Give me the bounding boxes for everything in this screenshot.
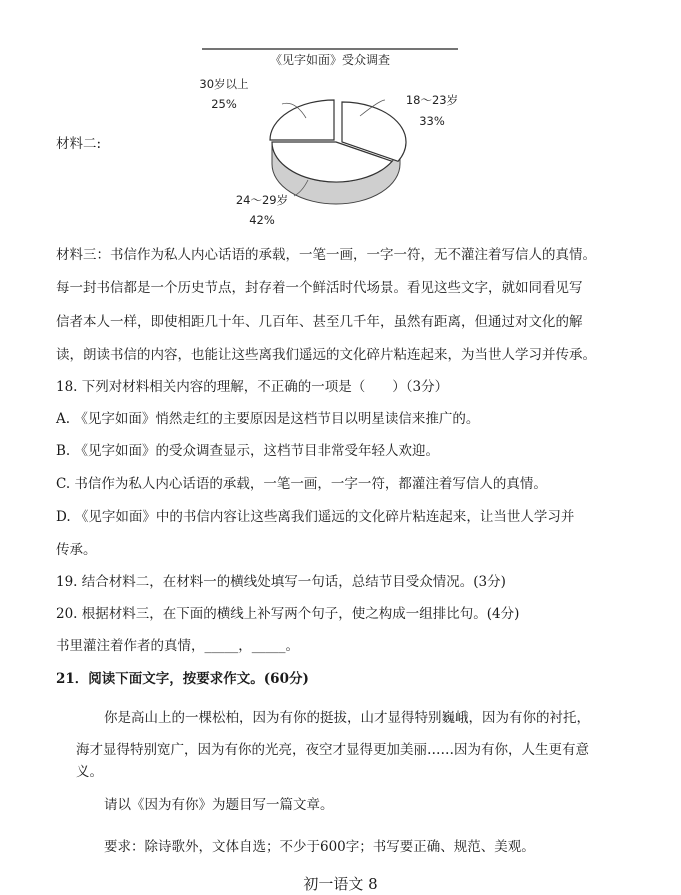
q21-stem: 21．阅读下面文字，按要求作文。(60分) bbox=[56, 671, 309, 687]
slice-label-30plus: 30岁以上 bbox=[199, 77, 249, 91]
pie-chart bbox=[190, 40, 480, 232]
page-footer: 初一语文 8 bbox=[303, 875, 378, 893]
material3-line-2: 每一封书信都是一个历史节点，封存着一个鲜活时代场景。看见这些文字，就如同看见写 bbox=[56, 280, 583, 296]
q18-option-a: A. 《见字如面》悄然走红的主要原因是这档节目以明星读信来推广的。 bbox=[56, 411, 480, 427]
chart-title: 《见字如面》受众调查 bbox=[269, 53, 391, 67]
q21-instruction: 请以《因为有你》为题目写一篇文章。 bbox=[104, 797, 334, 813]
pie-slice-30plus bbox=[270, 100, 334, 140]
slice-label-24-29: 24～29岁 bbox=[235, 193, 289, 207]
q21-requirements: 要求：除诗歌外，文体自选；不少于600字；书写要正确、规范、美观。 bbox=[104, 839, 535, 855]
q18-option-d: D. 《见字如面》中的书信内容让这些离我们遥远的文化碎片粘连起来，让当世人学习并 bbox=[56, 509, 575, 525]
slice-percent-24-29: 42% bbox=[249, 213, 275, 227]
q20-answer-line: 书里灌注着作者的真情，_____，_____。 bbox=[56, 638, 299, 654]
q18-option-c: C. 书信作为私人内心话语的承载，一笔一画，一字一符，都灌注着写信人的真情。 bbox=[56, 476, 547, 492]
q18-option-b: B. 《见字如面》的受众调查显示，这档节目非常受年轻人欢迎。 bbox=[56, 443, 440, 459]
q19-stem: 19. 结合材料二，在材料一的横线处填写一句话，总结节目受众情况。(3分) bbox=[56, 574, 506, 590]
q18-option-d-cont: 传承。 bbox=[56, 542, 97, 558]
q21-passage-line-2: 海才显得特别宽广，因为有你的光亮，夜空才显得更加美丽……因为有你，人生更有意 bbox=[76, 742, 589, 758]
slice-percent-18-23: 33% bbox=[419, 114, 445, 128]
material3-line-1: 材料三：书信作为私人内心话语的承载，一笔一画，一字一符，无不灌注着写信人的真情。 bbox=[56, 247, 596, 263]
material3-line-3: 信者本人一样，即使相距几十年、几百年、甚至几千年，虽然有距离，但通过对文化的解 bbox=[56, 314, 583, 330]
q21-passage-line-1: 你是高山上的一棵松柏，因为有你的挺拔，山才显得特别巍峨，因为有你的衬托， bbox=[104, 710, 590, 726]
q20-stem: 20. 根据材料三，在下面的横线上补写两个句子，使之构成一组排比句。(4分) bbox=[56, 606, 520, 622]
q21-passage-line-3: 义。 bbox=[76, 764, 103, 780]
material2-label: 材料二: bbox=[56, 136, 102, 152]
q18-stem: 18. 下列对材料相关内容的理解，不正确的一项是（ ）（3分） bbox=[56, 379, 449, 395]
slice-percent-30plus: 25% bbox=[211, 97, 237, 111]
material3-line-4: 读，朗读书信的内容，也能让这些离我们遥远的文化碎片粘连起来，为当世人学习并传承。 bbox=[56, 347, 596, 363]
slice-label-18-23: 18～23岁 bbox=[405, 93, 459, 107]
pie-chart-svg bbox=[190, 40, 480, 232]
